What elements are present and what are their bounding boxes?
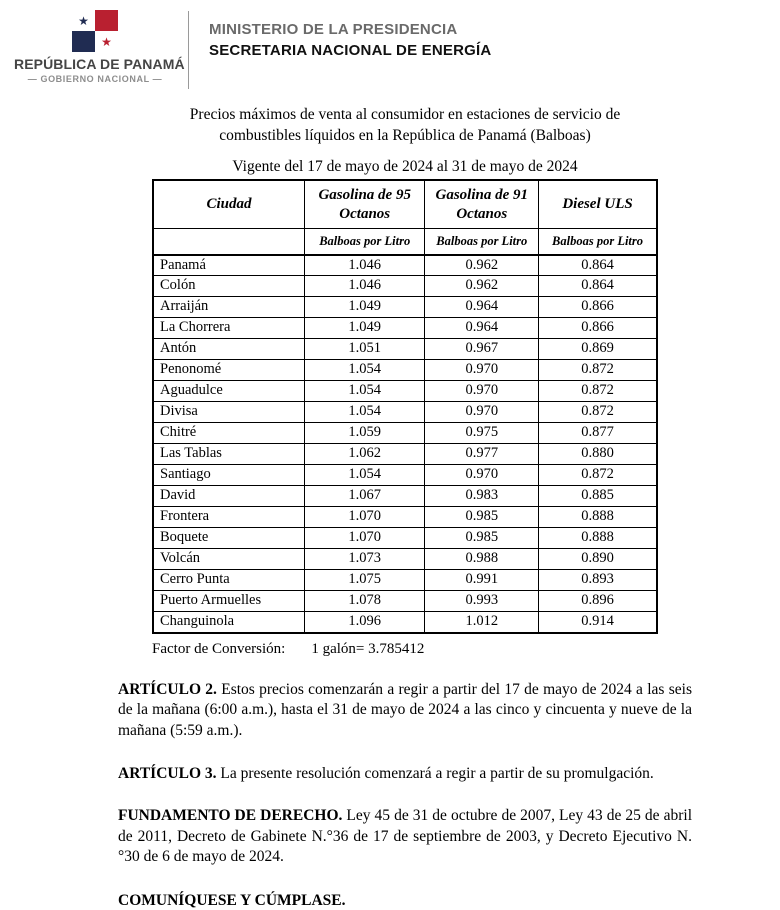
republic-name: REPÚBLICA DE PANAMÁ: [14, 56, 185, 72]
table-row: [153, 339, 657, 360]
unit-label: Balboas por Litro: [304, 229, 425, 255]
price-cell: 1.070: [304, 507, 425, 528]
flag-quadrant-blue: [72, 31, 95, 52]
price-cell: 1.054: [304, 360, 425, 381]
price-cell: 1.049: [304, 297, 425, 318]
document-title: [118, 104, 692, 147]
table-row: [153, 381, 657, 402]
table-row: [153, 612, 657, 633]
price-cell: 0.985: [425, 528, 539, 549]
table-row: [153, 318, 657, 339]
price-cell: 0.869: [539, 339, 657, 360]
table-row: [153, 465, 657, 486]
table-row: [153, 507, 657, 528]
price-cell: 0.970: [425, 402, 539, 423]
column-header-city: Ciudad: [153, 180, 304, 229]
flag-quadrant-red: [95, 10, 118, 31]
table-row: [153, 276, 657, 297]
city-cell: Puerto Armuelles: [153, 591, 304, 612]
unit-blank-cell: [153, 229, 304, 255]
price-cell: 0.866: [539, 318, 657, 339]
price-cell: 0.985: [425, 507, 539, 528]
article-3-text: La presente resolución comenzará a regir a partir de su promulgación.: [216, 764, 654, 782]
city-cell: David: [153, 486, 304, 507]
price-cell: 1.062: [304, 444, 425, 465]
price-cell: 0.885: [539, 486, 657, 507]
table-row: [153, 402, 657, 423]
article-3: [118, 764, 692, 785]
table-row: [153, 423, 657, 444]
price-cell: 0.872: [539, 465, 657, 486]
panama-flag-icon: [72, 10, 118, 52]
column-header-diesel: Diesel ULS: [539, 180, 657, 229]
government-logo: [14, 8, 185, 84]
city-cell: Antón: [153, 339, 304, 360]
city-cell: Las Tablas: [153, 444, 304, 465]
flag-quadrant-red-star: [95, 31, 118, 52]
price-cell: 1.051: [304, 339, 425, 360]
city-cell: La Chorrera: [153, 318, 304, 339]
validity-period: Vigente del 17 de mayo de 2024 al 31 de mayo de 2024: [232, 157, 578, 175]
column-header-gasolina-91: Gasolina de 91 Octanos: [425, 180, 539, 229]
unit-label: Balboas por Litro: [539, 229, 657, 255]
price-cell: 0.983: [425, 486, 539, 507]
price-cell: 0.888: [539, 507, 657, 528]
city-cell: Divisa: [153, 402, 304, 423]
price-cell: 0.967: [425, 339, 539, 360]
price-cell: 0.962: [425, 276, 539, 297]
price-cell: 1.054: [304, 465, 425, 486]
table-row: [153, 591, 657, 612]
price-cell: 1.012: [425, 612, 539, 633]
ministry-block: [209, 8, 491, 59]
city-cell: Chitré: [153, 423, 304, 444]
price-cell: 0.970: [425, 465, 539, 486]
price-cell: 0.991: [425, 570, 539, 591]
price-cell: 0.962: [425, 255, 539, 276]
table-row: [153, 360, 657, 381]
price-cell: 0.988: [425, 549, 539, 570]
city-cell: Colón: [153, 276, 304, 297]
ministry-name: MINISTERIO DE LA PRESIDENCIA: [209, 21, 458, 38]
price-cell: 1.070: [304, 528, 425, 549]
price-cell: 1.046: [304, 255, 425, 276]
table-row: [153, 444, 657, 465]
price-cell: 0.888: [539, 528, 657, 549]
price-cell: 0.864: [539, 276, 657, 297]
fuel-price-table: [152, 179, 658, 634]
city-cell: Frontera: [153, 507, 304, 528]
price-cell: 0.866: [539, 297, 657, 318]
price-cell: 1.078: [304, 591, 425, 612]
article-2: [118, 680, 692, 742]
price-cell: 0.880: [539, 444, 657, 465]
price-cell: 0.964: [425, 297, 539, 318]
table-row: [153, 255, 657, 276]
price-cell: 1.046: [304, 276, 425, 297]
city-cell: Cerro Punta: [153, 570, 304, 591]
price-cell: 0.893: [539, 570, 657, 591]
price-cell: 0.977: [425, 444, 539, 465]
price-cell: 0.890: [539, 549, 657, 570]
city-cell: Changuinola: [153, 612, 304, 633]
table-row: [153, 528, 657, 549]
secretary-name: SECRETARIA NACIONAL DE ENERGÍA: [209, 42, 492, 59]
title-line-2: combustibles líquidos en la República de Panamá (Balboas): [219, 127, 591, 145]
closing-statement: COMUNÍQUESE Y CÚMPLASE.: [118, 892, 346, 910]
unit-label: Balboas por Litro: [425, 229, 539, 255]
price-cell: 0.993: [425, 591, 539, 612]
flag-quadrant-blue-star: [72, 10, 95, 31]
price-cell: 0.872: [539, 360, 657, 381]
conversion-value: 1 galón= 3.785412: [311, 640, 425, 657]
city-cell: Aguadulce: [153, 381, 304, 402]
conversion-label: Factor de Conversión:: [152, 640, 286, 657]
price-cell: 1.067: [304, 486, 425, 507]
city-cell: Penonomé: [153, 360, 304, 381]
price-cell: 1.059: [304, 423, 425, 444]
city-cell: Arraiján: [153, 297, 304, 318]
article-2-label: ARTÍCULO 2.: [118, 680, 217, 698]
legal-basis-text: Ley 45 de 31 de octubre de 2007, Ley 43 de 25 de abril de 2011, Decreto de Gabinete N.°36 de 17 de septiembre de 2003, y Decreto Ejecutivo N.°30 de 6 de mayo de 2024.: [118, 807, 692, 866]
city-cell: Volcán: [153, 549, 304, 570]
city-cell: Santiago: [153, 465, 304, 486]
table-header-row: [153, 180, 657, 229]
price-cell: 0.914: [539, 612, 657, 633]
letterhead-divider: [188, 11, 189, 89]
price-cell: 0.896: [539, 591, 657, 612]
table-row: [153, 297, 657, 318]
article-2-text: Estos precios comenzarán a regir a partir del 17 de mayo de 2024 a las seis de la mañana (6:00 a.m.), hasta el 31 de mayo de 2024 a las cinco y cincuenta y nueve de la mañana (5:59 a.m.).: [118, 680, 692, 739]
article-3-label: ARTÍCULO 3.: [118, 764, 217, 782]
price-cell: 1.073: [304, 549, 425, 570]
price-cell: 0.975: [425, 423, 539, 444]
table-row: [153, 486, 657, 507]
price-table-body: [153, 255, 657, 633]
legal-basis-label: FUNDAMENTO DE DERECHO.: [118, 807, 343, 825]
price-cell: 0.970: [425, 381, 539, 402]
price-cell: 0.872: [539, 381, 657, 402]
table-row: [153, 570, 657, 591]
letterhead: [0, 0, 780, 92]
price-cell: 0.877: [539, 423, 657, 444]
city-cell: Panamá: [153, 255, 304, 276]
city-cell: Boquete: [153, 528, 304, 549]
price-cell: 1.049: [304, 318, 425, 339]
price-cell: 0.864: [539, 255, 657, 276]
price-cell: 0.872: [539, 402, 657, 423]
table-row: [153, 549, 657, 570]
column-header-gasolina-95: Gasolina de 95 Octanos: [304, 180, 425, 229]
document-content: [118, 104, 692, 910]
price-cell: 1.054: [304, 381, 425, 402]
price-cell: 1.096: [304, 612, 425, 633]
government-name: — GOBIERNO NACIONAL —: [27, 74, 163, 84]
price-cell: 1.075: [304, 570, 425, 591]
table-unit-row: [153, 229, 657, 255]
price-cell: 0.970: [425, 360, 539, 381]
conversion-factor: [152, 641, 692, 658]
price-cell: 1.054: [304, 402, 425, 423]
legal-basis: [118, 806, 692, 868]
title-line-1: Precios máximos de venta al consumidor en estaciones de servicio de: [189, 106, 621, 123]
price-cell: 0.964: [425, 318, 539, 339]
